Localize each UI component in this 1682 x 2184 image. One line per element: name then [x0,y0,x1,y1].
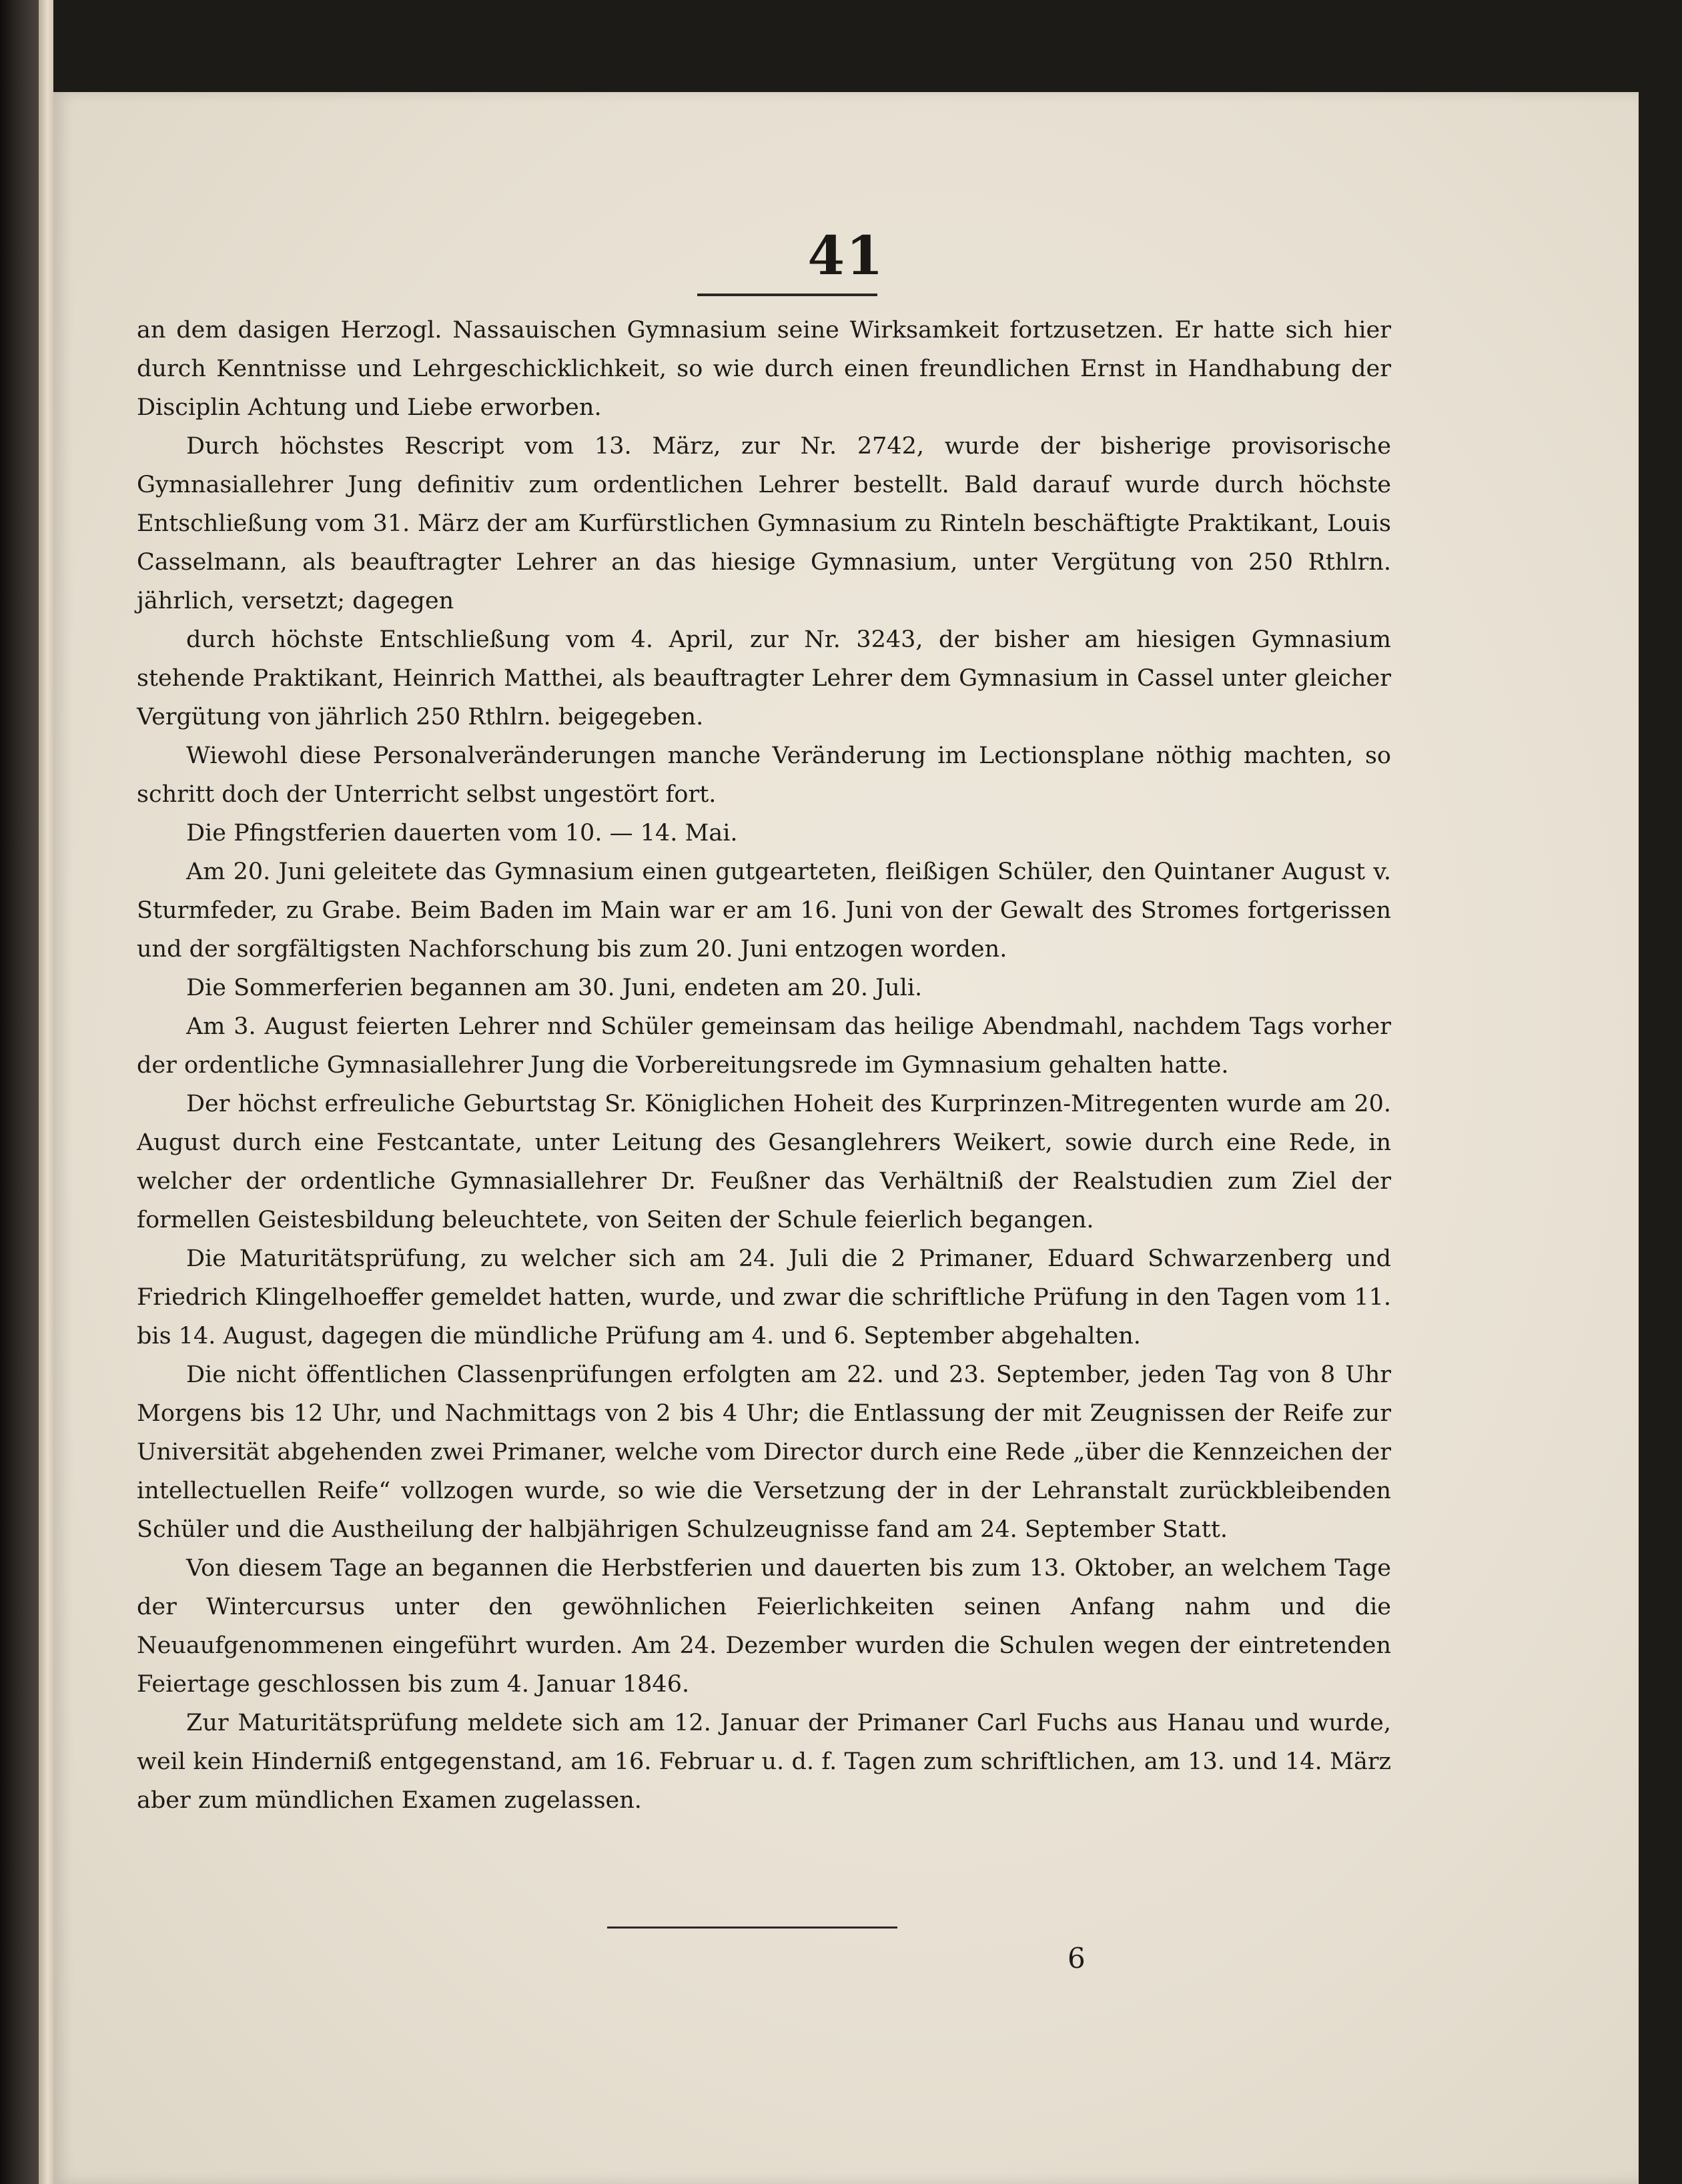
paragraph: Am 20. Juni geleitete das Gymnasium einen gutgearteten, fleißigen Schüler, den Quintaner August v. Sturmfeder, zu Grabe. Beim Baden im Main war er am 16. Juni von der Gewalt des Stromes fortgerissen und der sorgfältigsten Nachforschung bis zum 20. Juni entzogen worden. [137,859,1391,963]
paragraph: durch höchste Entschließung vom 4. April, zur Nr. 3243, der bisher am hiesigen Gymnasium stehende Praktikant, Heinrich Matthei, als beauftragter Lehrer dem Gymnasium in Cassel unter gleicher Vergütung von jährlich 250 Rthlrn. beigegeben. [137,626,1391,730]
paragraph: Zur Maturitätsprüfung meldete sich am 12. Januar der Primaner Carl Fuchs aus Hanau und wurde, weil kein Hinderniß entgegenstand, am 16. Februar u. d. f. Tagen zum schriftlichen, am 13. und 14. März aber zum mündlichen Examen zugelassen. [137,1710,1391,1814]
page-number-rule [697,294,877,296]
paragraph: Die Maturitätsprüfung, zu welcher sich am 24. Juli die 2 Primaner, Eduard Schwarzenberg und Friedrich Klingelhoeffer gemeldet hatten, wurde, und zwar die schriftliche Prüfung in den Tagen vom 11. bis 14. August, dagegen die mündliche Prüfung am 4. und 6. September abgehalten. [137,1245,1391,1349]
previous-page-leaf [39,0,53,2184]
paragraph: Wiewohl diese Personalveränderungen manche Veränderung im Lectionsplane nöthig machten, so schritt doch der Unterricht selbst ungestört fort. [137,742,1391,808]
signature-mark: 6 [1068,1942,1086,1975]
paragraph: Die Pfingstferien dauerten vom 10. — 14. Mai. [186,820,738,847]
paragraph: Die nicht öffentlichen Classenprüfungen erfolgten am 22. und 23. September, jeden Tag von 8 Uhr Morgens bis 12 Uhr, und Nachmittags von 2 bis 4 Uhr; die Entlassung der mit Zeugnissen der Reife zur Universität abgehenden zwei Primaner, welche vom Director durch eine Rede „über die Kennzeichen der intellectuellen Reife“ vollzogen wurde, so wie die Versetzung der in der Lehranstalt zurückbleibenden Schüler und die Austheilung der halbjährigen Schulzeugnisse fand am 24. September Statt. [137,1361,1391,1543]
body-text [137,311,1391,1820]
paragraph: Am 3. August feierten Lehrer nnd Schüler gemeinsam das heilige Abendmahl, nachdem Tags vorher der ordentliche Gymnasiallehrer Jung die Vorbereitungsrede im Gymnasium gehalten hatte. [137,1013,1391,1079]
book-page [53,92,1639,2184]
paragraph: an dem dasigen Herzogl. Nassauischen Gymnasium seine Wirksamkeit fortzusetzen. Er hatte sich hier durch Kenntnisse und Lehrgeschicklichkeit, so wie durch einen freundlichen Ernst in Handhabung der Disciplin Achtung und Liebe erworben. [137,317,1391,421]
paragraph: Durch höchstes Rescript vom 13. März, zur Nr. 2742, wurde der bisherige provisorische Gymnasiallehrer Jung definitiv zum ordentlichen Lehrer bestellt. Bald darauf wurde durch höchste Entschließung vom 31. März der am Kurfürstlichen Gymnasium zu Rinteln beschäftigte Praktikant, Louis Casselmann, als beauftragter Lehrer an das hiesige Gymnasium, unter Vergütung von 250 Rthlrn. jährlich, versetzt; dagegen [137,433,1391,614]
paragraph: Von diesem Tage an begannen die Herbstferien und dauerten bis zum 13. Oktober, an welchem Tage der Wintercursus unter den gewöhnlichen Feierlichkeiten seinen Anfang nahm und die Neuaufgenommenen eingeführt wurden. Am 24. Dezember wurden die Schulen wegen der eintretenden Feiertage geschlossen bis zum 4. Januar 1846. [137,1555,1391,1698]
page-number: 41 [807,224,885,287]
book-gutter-edge [0,0,39,2184]
footer-rule [607,1927,897,1929]
paragraph: Der höchst erfreuliche Geburtstag Sr. Königlichen Hoheit des Kurprinzen-Mitregenten wurde am 20. August durch eine Festcantate, unter Leitung des Gesanglehrers Weikert, sowie durch eine Rede, in welcher der ordentliche Gymnasiallehrer Dr. Feußner das Verhältniß der Realstudien zum Ziel der formellen Geistesbildung beleuchtete, von Seiten der Schule feierlich begangen. [137,1091,1391,1233]
paragraph: Die Sommerferien begannen am 30. Juni, endeten am 20. Juli. [186,975,923,1001]
